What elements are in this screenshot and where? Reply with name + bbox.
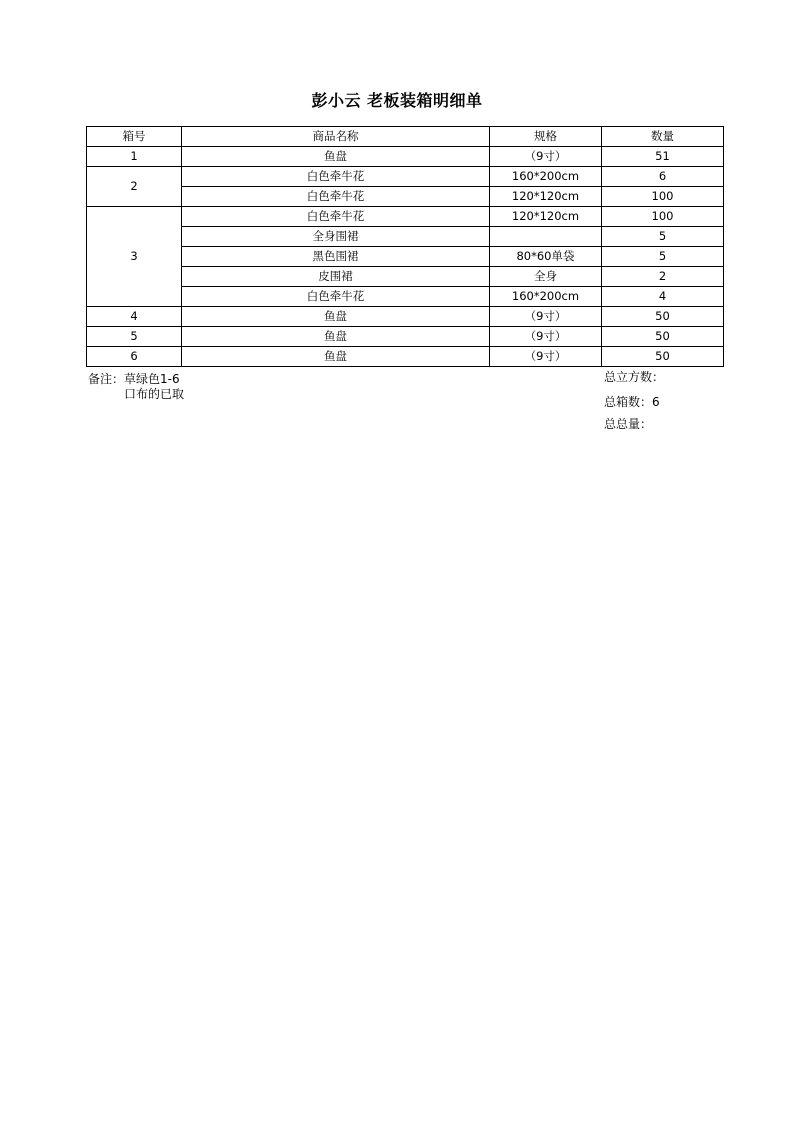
quantity-cell: 50	[602, 327, 724, 347]
table-row	[87, 207, 724, 227]
remark-block	[88, 372, 184, 402]
spec-cell: 120*120cm	[490, 187, 602, 207]
header-quantity: 数量	[602, 127, 724, 147]
quantity-cell: 100	[602, 187, 724, 207]
spec-cell: （9寸）	[490, 147, 602, 167]
header-product-name: 商品名称	[182, 127, 490, 147]
quantity-cell: 4	[602, 287, 724, 307]
table-row	[87, 187, 724, 207]
spec-cell: 120*120cm	[490, 207, 602, 227]
total-volume: 总立方数：	[604, 370, 665, 384]
box-no-cell: 4	[87, 307, 182, 327]
box-no-cell: 6	[87, 347, 182, 367]
remark-line-1: 备注：草绿色1-6	[88, 372, 180, 386]
spec-cell: 160*200cm	[490, 167, 602, 187]
quantity-cell: 6	[602, 167, 724, 187]
box-no-cell: 1	[87, 147, 182, 167]
box-no-cell: 3	[87, 207, 182, 307]
spec-cell: 160*200cm	[490, 287, 602, 307]
spec-cell: （9寸）	[490, 307, 602, 327]
table-row	[87, 247, 724, 267]
quantity-cell: 50	[602, 347, 724, 367]
spec-cell: （9寸）	[490, 347, 602, 367]
table-row	[87, 327, 724, 347]
table-row	[87, 227, 724, 247]
product-name-cell: 全身围裙	[182, 227, 490, 247]
spec-cell: 80*60单袋	[490, 247, 602, 267]
product-name-cell: 鱼盘	[182, 347, 490, 367]
table-header-row	[87, 127, 724, 147]
product-name-cell: 皮围裙	[182, 267, 490, 287]
total-boxes: 总箱数：6	[604, 395, 660, 409]
table-row	[87, 347, 724, 367]
box-no-cell: 2	[87, 167, 182, 207]
spec-cell: 全身	[490, 267, 602, 287]
page-title: 彭小云 老板装箱明细单	[311, 91, 483, 110]
product-name-cell: 鱼盘	[182, 307, 490, 327]
product-name-cell: 白色牵牛花	[182, 187, 490, 207]
table-row	[87, 167, 724, 187]
quantity-cell: 5	[602, 227, 724, 247]
product-name-cell: 鱼盘	[182, 327, 490, 347]
quantity-cell: 100	[602, 207, 724, 227]
product-name-cell: 白色牵牛花	[182, 207, 490, 227]
quantity-cell: 2	[602, 267, 724, 287]
spec-cell: （9寸）	[490, 327, 602, 347]
table-row	[87, 307, 724, 327]
quantity-cell: 51	[602, 147, 724, 167]
header-box-no: 箱号	[87, 127, 182, 147]
spec-cell	[490, 227, 602, 247]
table-row	[87, 147, 724, 167]
remark-line-2: 口布的已取	[124, 387, 185, 401]
product-name-cell: 白色牵牛花	[182, 167, 490, 187]
total-weight: 总总量：	[604, 417, 653, 431]
product-name-cell: 黑色围裙	[182, 247, 490, 267]
box-no-cell: 5	[87, 327, 182, 347]
packing-table	[86, 126, 724, 367]
quantity-cell: 50	[602, 307, 724, 327]
table-row	[87, 287, 724, 307]
header-spec: 规格	[490, 127, 602, 147]
table-row	[87, 267, 724, 287]
product-name-cell: 鱼盘	[182, 147, 490, 167]
product-name-cell: 白色牵牛花	[182, 287, 490, 307]
quantity-cell: 5	[602, 247, 724, 267]
